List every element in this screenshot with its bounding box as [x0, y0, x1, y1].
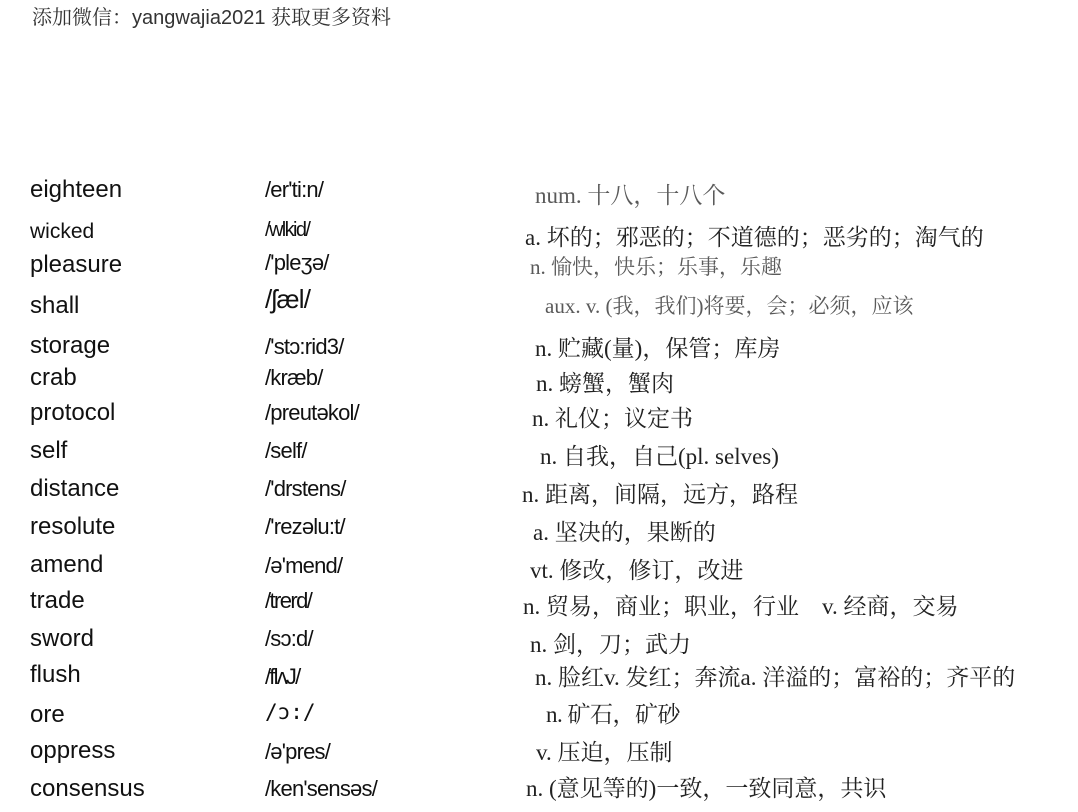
vocab-meaning: n. 贸易，商业；职业，行业 v. 经商，交易	[523, 594, 959, 619]
vocab-row	[0, 661, 1078, 697]
vocab-word: crab	[30, 364, 77, 391]
vocab-phonetic: /preutəkol/	[265, 400, 359, 425]
vocab-row	[0, 176, 1078, 212]
vocab-meaning: n. 礼仪；议定书	[532, 406, 693, 431]
vocab-word: amend	[30, 551, 104, 578]
vocab-word: eighteen	[30, 176, 123, 203]
cropped-next-line	[560, 803, 820, 812]
vocab-meaning: n. 愉快，快乐；乐事，乐趣	[530, 255, 782, 279]
vocab-phonetic: /flʌJ/	[265, 664, 300, 689]
vocab-phonetic: /'drstens/	[265, 476, 346, 501]
vocab-phonetic: /ʃæl/	[265, 284, 311, 314]
vocab-word: flush	[30, 661, 81, 688]
vocab-row	[0, 587, 1078, 623]
vocab-row	[0, 737, 1078, 773]
vocab-word: protocol	[30, 399, 116, 426]
vocab-row	[0, 399, 1078, 435]
vocab-word: wicked	[30, 220, 95, 243]
vocab-meaning: n. 贮藏(量)，保管；库房	[535, 336, 781, 361]
vocab-phonetic: /ɔ:/	[265, 700, 316, 724]
vocab-row	[0, 284, 1078, 325]
vocab-phonetic: /self/	[265, 438, 307, 463]
vocab-phonetic: /ə'pres/	[265, 739, 331, 764]
vocab-word: consensus	[30, 775, 145, 802]
vocab-row	[0, 218, 1078, 254]
vocab-phonetic: /sɔ:d/	[265, 626, 313, 651]
vocab-word: ore	[30, 701, 65, 728]
vocab-meaning: a. 坏的；邪恶的；不道德的；恶劣的；淘气的	[525, 225, 984, 250]
vocab-row	[0, 701, 1078, 737]
vocab-meaning: n. 距离，间隔，远方，路程	[522, 482, 798, 507]
vocab-word: shall	[30, 292, 80, 319]
vocab-meaning: n. 矿石，矿砂	[546, 702, 680, 727]
vocab-meaning: a. 坚决的，果断的	[533, 520, 716, 545]
vocab-phonetic: /'rezəlu:t/	[265, 514, 345, 539]
vocab-phonetic: /wlkid/	[265, 219, 310, 241]
vocab-phonetic: /ə'mend/	[265, 553, 343, 578]
vocab-meaning: v. 压迫，压制	[536, 740, 673, 765]
vocab-meaning: num. 十八，十八个	[535, 183, 726, 208]
vocab-meaning: n. (意见等的)一致，一致同意，共识	[526, 776, 887, 801]
vocab-phonetic: /trerd/	[265, 588, 312, 613]
vocab-row	[0, 332, 1078, 368]
vocab-phonetic: /ken'sensəs/	[265, 776, 378, 801]
vocab-row	[0, 775, 1078, 811]
vocab-meaning: n. 自我，自己(pl. selves)	[540, 444, 779, 469]
vocab-phonetic: /kræb/	[265, 365, 323, 390]
vocab-row	[0, 625, 1078, 661]
vocab-phonetic: /'stɔ:rid3/	[265, 334, 344, 359]
vocab-meaning: aux. v. (我，我们)将要，会；必须，应该	[545, 294, 914, 318]
vocab-meaning: vt. 修改，修订，改进	[530, 558, 744, 583]
vocab-row	[0, 251, 1078, 287]
vocab-meaning: n. 螃蟹，蟹肉	[536, 371, 674, 396]
vocab-word: storage	[30, 332, 111, 359]
vocab-word: sword	[30, 625, 95, 652]
vocab-row	[0, 551, 1078, 587]
vocab-meaning: n. 脸红v. 发红；奔流a. 洋溢的；富裕的；齐平的	[535, 665, 1016, 690]
vocab-meaning: n. 剑，刀；武力	[530, 632, 691, 657]
vocab-word: self	[30, 437, 68, 464]
vocab-row	[0, 513, 1078, 549]
header-note: 添加微信：yangwajia2021 获取更多资料	[32, 7, 391, 29]
vocab-word: distance	[30, 475, 120, 502]
vocab-row	[0, 475, 1078, 511]
vocab-row	[0, 437, 1078, 473]
vocab-phonetic: /er'ti:n/	[265, 177, 324, 202]
vocab-row	[0, 364, 1078, 400]
vocab-phonetic: /'pleʒə/	[265, 250, 329, 275]
vocab-word: oppress	[30, 737, 116, 764]
vocab-word: resolute	[30, 513, 116, 540]
vocab-word: pleasure	[30, 251, 123, 278]
vocab-word: trade	[30, 587, 85, 614]
